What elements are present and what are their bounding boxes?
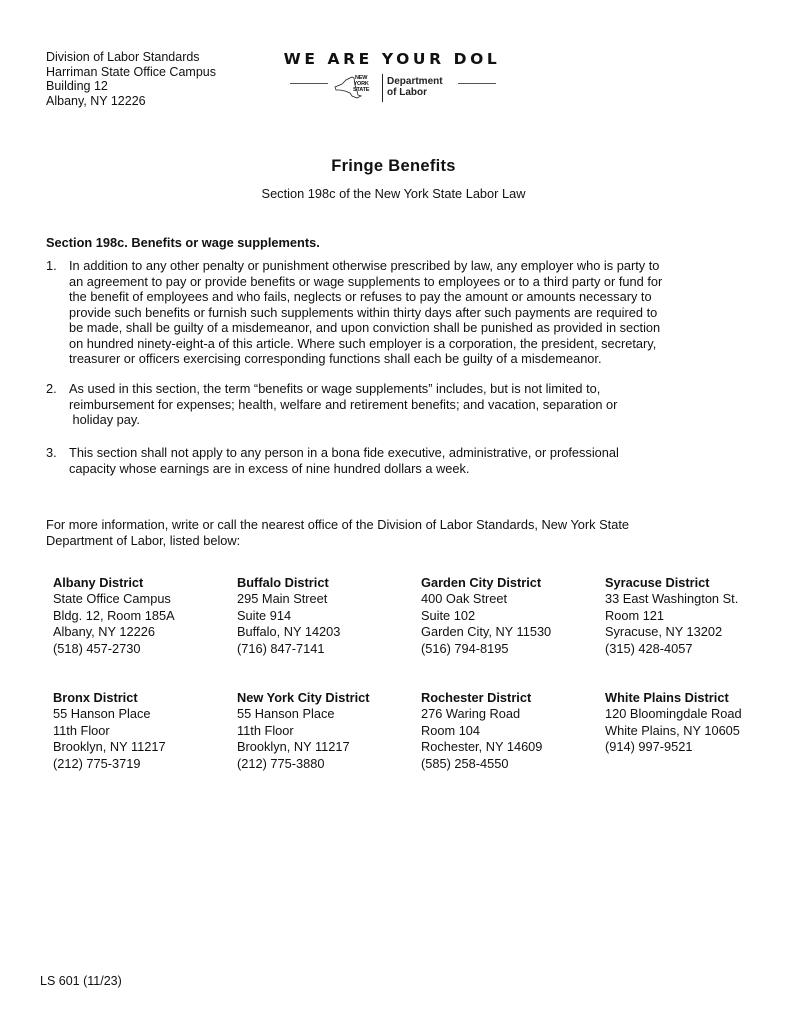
nys-wordmark: NEW YORK STATE xyxy=(353,75,370,93)
office-phone: (518) 457-2730 xyxy=(53,640,141,656)
office-syracuse: Syracuse District 33 East Washington St. Room 121 Syracuse, NY 13202 (315) 428-4057 xyxy=(605,575,739,656)
office-name: Garden City District xyxy=(421,575,542,590)
logo-emblem xyxy=(290,74,496,104)
sender-line: Division of Labor Standards xyxy=(46,50,200,64)
logo-rule-left xyxy=(290,83,328,84)
logo-tagline: WE ARE YOUR DOL xyxy=(283,50,501,68)
office-phone: (914) 997-9521 xyxy=(605,739,693,755)
sender-line: Albany, NY 12226 xyxy=(46,93,146,108)
section-heading: Section 198c. Benefits or wage supplements. xyxy=(46,235,320,250)
office-garden-city: Garden City District 400 Oak Street Suite 102 Garden City, NY 11530 (516) 794-8195 xyxy=(421,575,552,656)
office-phone: (212) 775-3880 xyxy=(237,755,325,771)
office-name: Syracuse District xyxy=(605,575,710,590)
page-title: Fringe Benefits xyxy=(331,157,456,175)
office-name: Buffalo District xyxy=(237,575,329,590)
logo-rule-right xyxy=(458,83,496,84)
page-subtitle: Section 198c of the New York State Labor Law xyxy=(261,186,526,201)
office-phone: (585) 258-4550 xyxy=(421,755,509,771)
list-item-number: 1. xyxy=(46,258,57,273)
office-albany: Albany District State Office Campus Bldg. 12, Room 185A Albany, NY 12226 (518) 457-2730 xyxy=(53,575,175,656)
office-bronx: Bronx District 55 Hanson Place 11th Floor Brooklyn, NY 11217 (212) 775-3719 xyxy=(53,690,166,771)
office-white-plains: White Plains District 120 Bloomingdale Road White Plains, NY 10605 (914) 997-9521 xyxy=(605,690,742,755)
sender-line: Building 12 xyxy=(46,79,108,94)
logo-divider xyxy=(382,74,383,102)
office-phone: (516) 794-8195 xyxy=(421,640,509,656)
sender-line: Harriman State Office Campus xyxy=(46,64,216,79)
office-name: White Plains District xyxy=(605,690,729,705)
dol-logo xyxy=(278,50,506,106)
office-new-york-city: New York City District 55 Hanson Place 11th Floor Brooklyn, NY 11217 (212) 775-3880 xyxy=(237,690,370,771)
list-item-number: 2. xyxy=(46,381,57,396)
contact-info-paragraph: For more information, write or call the nearest office of the Division of Labor Standards, New York State Department of Labor, listed below: xyxy=(46,517,630,548)
sender-address xyxy=(46,50,216,108)
office-name: Bronx District xyxy=(53,690,138,705)
list-item-text: As used in this section, the term “benefits or wage supplements” includes, but is not limited to, reimbursement for expenses; health, welfare and retirement benefits; and vacation, separation or holiday pay. xyxy=(69,381,618,427)
office-rochester: Rochester District 276 Waring Road Room 104 Rochester, NY 14609 (585) 258-4550 xyxy=(421,690,543,771)
office-name: Albany District xyxy=(53,575,144,590)
office-buffalo: Buffalo District 295 Main Street Suite 914 Buffalo, NY 14203 (716) 847-7141 xyxy=(237,575,341,656)
office-phone: (716) 847-7141 xyxy=(237,640,325,656)
office-phone: (212) 775-3719 xyxy=(53,755,141,771)
office-phone: (315) 428-4057 xyxy=(605,640,693,656)
form-code: LS 601 (11/23) xyxy=(40,974,122,988)
list-item-text: This section shall not apply to any person in a bona fide executive, administrative, or professional capacity whose earnings are in excess of nine hundred dollars a week. xyxy=(69,445,619,476)
office-name: Rochester District xyxy=(421,690,532,705)
office-name: New York City District xyxy=(237,690,370,705)
list-item-text: In addition to any other penalty or punishment otherwise prescribed by law, any employer who is party to an agreement to pay or provide benefits or wage supplements to employees or to a third party or fund for the benefit of employees and who fails, neglects or refuses to pay the amount or amounts necessary to provide such benefits or furnish such supplements within thirty days after such payments are required to be made, shall be guilty of a misdemeanor, and upon conviction shall be punished as provided in section on hundred ninety-eight-a of this article. Where such employer is a corporation, the president, secretary, treasurer or officers exercising corresponding functions shall each be guilty of a misdemeanor. xyxy=(69,258,663,366)
list-item-number: 3. xyxy=(46,445,57,460)
dept-wordmark: Department of Labor xyxy=(387,76,443,98)
